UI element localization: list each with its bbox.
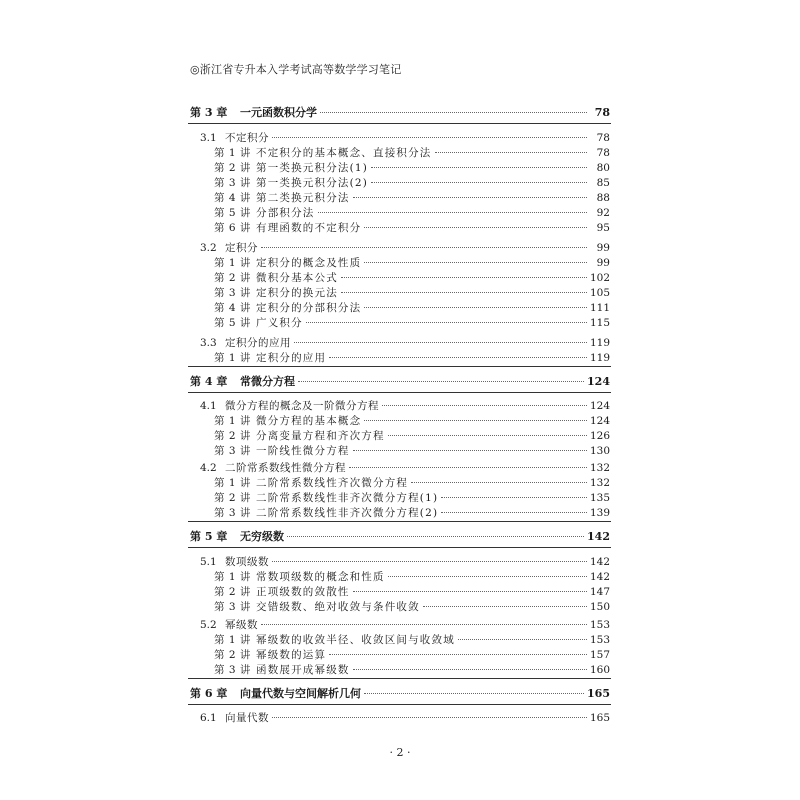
toc-lecture-entry[interactable] <box>214 414 610 428</box>
toc-entry-title: 常微分方程 <box>240 375 295 388</box>
toc-entry-page: 135 <box>589 492 610 504</box>
toc-entry-title: 幂级数 <box>225 619 258 631</box>
toc-entry-page: 153 <box>589 634 610 646</box>
toc-entry-title: 无穷级数 <box>240 530 284 543</box>
toc-entry-number: 3.2 <box>200 242 217 254</box>
toc-entry-number: 3.3 <box>200 337 217 349</box>
toc-entry-page: 78 <box>596 147 610 159</box>
dot-leader <box>306 322 587 323</box>
toc-lecture-entry[interactable] <box>214 286 610 300</box>
dot-leader <box>364 307 587 308</box>
toc-entry-title: 广义积分 <box>256 317 303 329</box>
toc-entry-page: 85 <box>596 177 610 189</box>
toc-chapter-entry[interactable] <box>190 106 610 120</box>
toc-entry-title: 第一类换元积分法(1) <box>256 162 369 174</box>
toc-entry-title: 幂级数的收敛半径、收敛区间与收敛域 <box>256 634 455 646</box>
toc-entry-number: 第 1 讲 <box>214 571 251 583</box>
toc-entry-title: 函数展开成幂级数 <box>256 664 350 676</box>
toc-entry-number: 第 1 讲 <box>214 147 251 159</box>
toc-entry-number: 5.2 <box>200 619 217 631</box>
toc-entry-page: 157 <box>589 649 610 661</box>
toc-entry-number: 4.2 <box>200 462 217 474</box>
toc-entry-page: 126 <box>589 430 610 442</box>
toc-entry-number: 第 1 讲 <box>214 477 251 489</box>
toc-section-entry[interactable] <box>200 336 610 350</box>
toc-entry-number: 第 3 讲 <box>214 177 251 189</box>
toc-entry-page: 99 <box>596 242 610 254</box>
toc-section-entry[interactable] <box>200 618 610 632</box>
dot-leader <box>341 277 587 278</box>
toc-entry-page: 124 <box>589 415 610 427</box>
dot-leader <box>318 212 588 213</box>
toc-entry-number: 第 4 讲 <box>214 302 251 314</box>
toc-lecture-entry[interactable] <box>214 191 610 205</box>
toc-entry-number: 6.1 <box>200 712 217 724</box>
dot-leader <box>371 167 587 168</box>
toc-lecture-entry[interactable] <box>214 271 610 285</box>
toc-section-entry[interactable] <box>200 461 610 475</box>
toc-entry-title: 定积分的应用 <box>256 352 327 364</box>
dot-leader <box>298 381 584 382</box>
toc-entry-page: 142 <box>589 571 610 583</box>
toc-entry-page: 99 <box>596 257 610 269</box>
toc-entry-title: 第一类换元积分法(2) <box>256 177 369 189</box>
dot-leader <box>261 624 587 625</box>
toc-entry-page: 95 <box>596 222 610 234</box>
dot-leader <box>441 512 587 513</box>
toc-entry-page: 132 <box>589 477 610 489</box>
chapter-divider <box>188 521 611 522</box>
toc-entry-page: 119 <box>589 352 610 364</box>
page-number: · 2 · <box>389 746 411 759</box>
dot-leader <box>329 357 587 358</box>
dot-leader <box>353 197 587 198</box>
toc-entry-number: 第 6 章 <box>190 687 228 700</box>
toc-entry-page: 78 <box>594 106 610 119</box>
dot-leader <box>388 435 587 436</box>
chapter-divider <box>188 678 611 679</box>
dot-leader <box>364 262 587 263</box>
toc-lecture-entry[interactable] <box>214 600 610 614</box>
toc-entry-title: 常数项级数的概念和性质 <box>256 571 385 583</box>
toc-entry-page: 139 <box>589 507 610 519</box>
toc-lecture-entry[interactable] <box>214 176 610 190</box>
dot-leader <box>261 247 587 248</box>
toc-entry-number: 第 3 讲 <box>214 287 251 299</box>
toc-entry-page: 105 <box>589 287 610 299</box>
toc-entry-title: 一阶线性微分方程 <box>256 445 350 457</box>
toc-entry-title: 定积分的概念及性质 <box>256 257 362 269</box>
toc-entry-title: 交错级数、绝对收敛与条件收敛 <box>256 601 420 613</box>
dot-leader <box>364 227 587 228</box>
dot-leader <box>272 717 587 718</box>
dot-leader <box>364 420 587 421</box>
toc-entry-number: 第 5 讲 <box>214 207 251 219</box>
toc-entry-number: 第 3 章 <box>190 106 228 119</box>
chapter-divider <box>188 366 611 367</box>
toc-entry-title: 二阶常系数线性微分方程 <box>225 462 346 474</box>
running-header: ◎浙江省专升本入学考试高等数学学习笔记 <box>190 63 402 76</box>
dot-leader <box>353 591 587 592</box>
toc-entry-number: 第 2 讲 <box>214 492 251 504</box>
toc-entry-page: 160 <box>589 664 610 676</box>
dot-leader <box>441 497 587 498</box>
toc-entry-number: 第 2 讲 <box>214 272 251 284</box>
toc-entry-title: 微分方程的概念及一阶微分方程 <box>225 400 379 412</box>
toc-chapter-entry[interactable] <box>190 375 610 389</box>
toc-section-entry[interactable] <box>200 241 610 255</box>
toc-lecture-entry[interactable] <box>214 648 610 662</box>
toc-entry-number: 第 3 讲 <box>214 507 251 519</box>
toc-entry-number: 4.1 <box>200 400 217 412</box>
toc-section-entry[interactable] <box>200 711 610 725</box>
toc-entry-title: 幂级数的运算 <box>256 649 327 661</box>
toc-lecture-entry[interactable] <box>214 585 610 599</box>
toc-lecture-entry[interactable] <box>214 633 610 647</box>
toc-entry-page: 165 <box>587 687 610 700</box>
toc-entry-number: 5.1 <box>200 556 217 568</box>
toc-entry-title: 数项级数 <box>225 556 269 568</box>
toc-entry-title: 向量代数与空间解析几何 <box>240 687 361 700</box>
toc-entry-number: 第 4 讲 <box>214 192 251 204</box>
toc-entry-title: 第二类换元积分法 <box>256 192 350 204</box>
dot-leader <box>458 639 587 640</box>
toc-entry-title: 向量代数 <box>225 712 269 724</box>
toc-lecture-entry[interactable] <box>214 351 610 365</box>
toc-entry-page: 165 <box>589 712 610 724</box>
dot-leader <box>353 450 587 451</box>
toc-entry-number: 第 2 讲 <box>214 430 251 442</box>
toc-lecture-entry[interactable] <box>214 491 610 505</box>
toc-entry-page: 142 <box>589 556 610 568</box>
toc-entry-page: 111 <box>589 302 610 314</box>
toc-entry-page: 153 <box>589 619 610 631</box>
chapter-underline <box>188 392 611 393</box>
toc-lecture-entry[interactable] <box>214 301 610 315</box>
toc-chapter-entry[interactable] <box>190 687 610 701</box>
toc-entry-page: 124 <box>589 400 610 412</box>
toc-entry-number: 第 3 讲 <box>214 601 251 613</box>
dot-leader <box>382 405 587 406</box>
chapter-underline <box>188 547 611 548</box>
toc-entry-title: 有理函数的不定积分 <box>256 222 362 234</box>
toc-lecture-entry[interactable] <box>214 476 610 490</box>
dot-leader <box>353 669 587 670</box>
toc-entry-page: 147 <box>589 586 610 598</box>
toc-lecture-entry[interactable] <box>214 316 610 330</box>
toc-entry-number: 第 1 讲 <box>214 415 251 427</box>
toc-entry-title: 微分方程的基本概念 <box>256 415 362 427</box>
toc-entry-title: 二阶常系数线性非齐次微分方程(1) <box>256 492 439 504</box>
toc-entry-number: 第 5 章 <box>190 530 228 543</box>
toc-lecture-entry[interactable] <box>214 221 610 235</box>
toc-entry-page: 88 <box>596 192 610 204</box>
toc-entry-title: 不定积分 <box>225 132 269 144</box>
toc-entry-title: 正项级数的敛散性 <box>256 586 350 598</box>
toc-entry-title: 不定积分的基本概念、直接积分法 <box>256 147 432 159</box>
toc-entry-page: 142 <box>587 530 610 543</box>
toc-entry-number: 第 1 讲 <box>214 352 251 364</box>
toc-lecture-entry[interactable] <box>214 570 610 584</box>
dot-leader <box>388 576 587 577</box>
toc-entry-page: 150 <box>589 601 610 613</box>
toc-entry-page: 80 <box>596 162 610 174</box>
toc-entry-number: 第 3 讲 <box>214 445 251 457</box>
toc-entry-title: 二阶常系数线性齐次微分方程 <box>256 477 409 489</box>
dot-leader <box>371 182 587 183</box>
toc-entry-title: 一元函数积分学 <box>240 106 317 119</box>
toc-entry-number: 第 3 讲 <box>214 664 251 676</box>
toc-entry-page: 78 <box>596 132 610 144</box>
toc-entry-title: 定积分的应用 <box>225 337 291 349</box>
toc-entry-number: 第 1 讲 <box>214 257 251 269</box>
toc-entry-title: 二阶常系数线性非齐次微分方程(2) <box>256 507 439 519</box>
dot-leader <box>329 654 587 655</box>
toc-entry-title: 定积分的分部积分法 <box>256 302 362 314</box>
toc-entry-page: 132 <box>589 462 610 474</box>
toc-entry-number: 第 4 章 <box>190 375 228 388</box>
toc-section-entry[interactable] <box>200 555 610 569</box>
toc-entry-number: 第 2 讲 <box>214 586 251 598</box>
dot-leader <box>349 467 587 468</box>
toc-lecture-entry[interactable] <box>214 429 610 443</box>
toc-entry-page: 102 <box>589 272 610 284</box>
toc-lecture-entry[interactable] <box>214 206 610 220</box>
chapter-underline <box>188 123 611 124</box>
toc-entry-title: 分离变量方程和齐次方程 <box>256 430 385 442</box>
dot-leader <box>294 342 587 343</box>
toc-entry-page: 115 <box>589 317 610 329</box>
toc-entry-number: 第 2 讲 <box>214 649 251 661</box>
toc-entry-number: 第 5 讲 <box>214 317 251 329</box>
toc-lecture-entry[interactable] <box>214 146 610 160</box>
dot-leader <box>341 292 587 293</box>
dot-leader <box>435 152 588 153</box>
dot-leader <box>287 536 584 537</box>
toc-lecture-entry[interactable] <box>214 506 610 520</box>
dot-leader <box>272 561 587 562</box>
toc-entry-title: 微积分基本公式 <box>256 272 338 284</box>
toc-entry-number: 3.1 <box>200 132 217 144</box>
toc-lecture-entry[interactable] <box>214 256 610 270</box>
toc-lecture-entry[interactable] <box>214 444 610 458</box>
dot-leader <box>364 693 584 694</box>
dot-leader <box>320 112 587 113</box>
dot-leader <box>423 606 587 607</box>
toc-section-entry[interactable] <box>200 131 610 145</box>
dot-leader <box>411 482 587 483</box>
toc-entry-page: 119 <box>589 337 610 349</box>
chapter-underline <box>188 704 611 705</box>
toc-section-entry[interactable] <box>200 399 610 413</box>
toc-lecture-entry[interactable] <box>214 663 610 677</box>
toc-entry-page: 92 <box>596 207 610 219</box>
toc-chapter-entry[interactable] <box>190 530 610 544</box>
toc-lecture-entry[interactable] <box>214 161 610 175</box>
toc-entry-title: 定积分的换元法 <box>256 287 338 299</box>
toc-entry-number: 第 6 讲 <box>214 222 251 234</box>
toc-entry-title: 定积分 <box>225 242 258 254</box>
dot-leader <box>272 137 587 138</box>
toc-entry-title: 分部积分法 <box>256 207 315 219</box>
toc-entry-page: 130 <box>589 445 610 457</box>
toc-entry-number: 第 2 讲 <box>214 162 251 174</box>
toc-entry-page: 124 <box>587 375 610 388</box>
toc-entry-number: 第 1 讲 <box>214 634 251 646</box>
